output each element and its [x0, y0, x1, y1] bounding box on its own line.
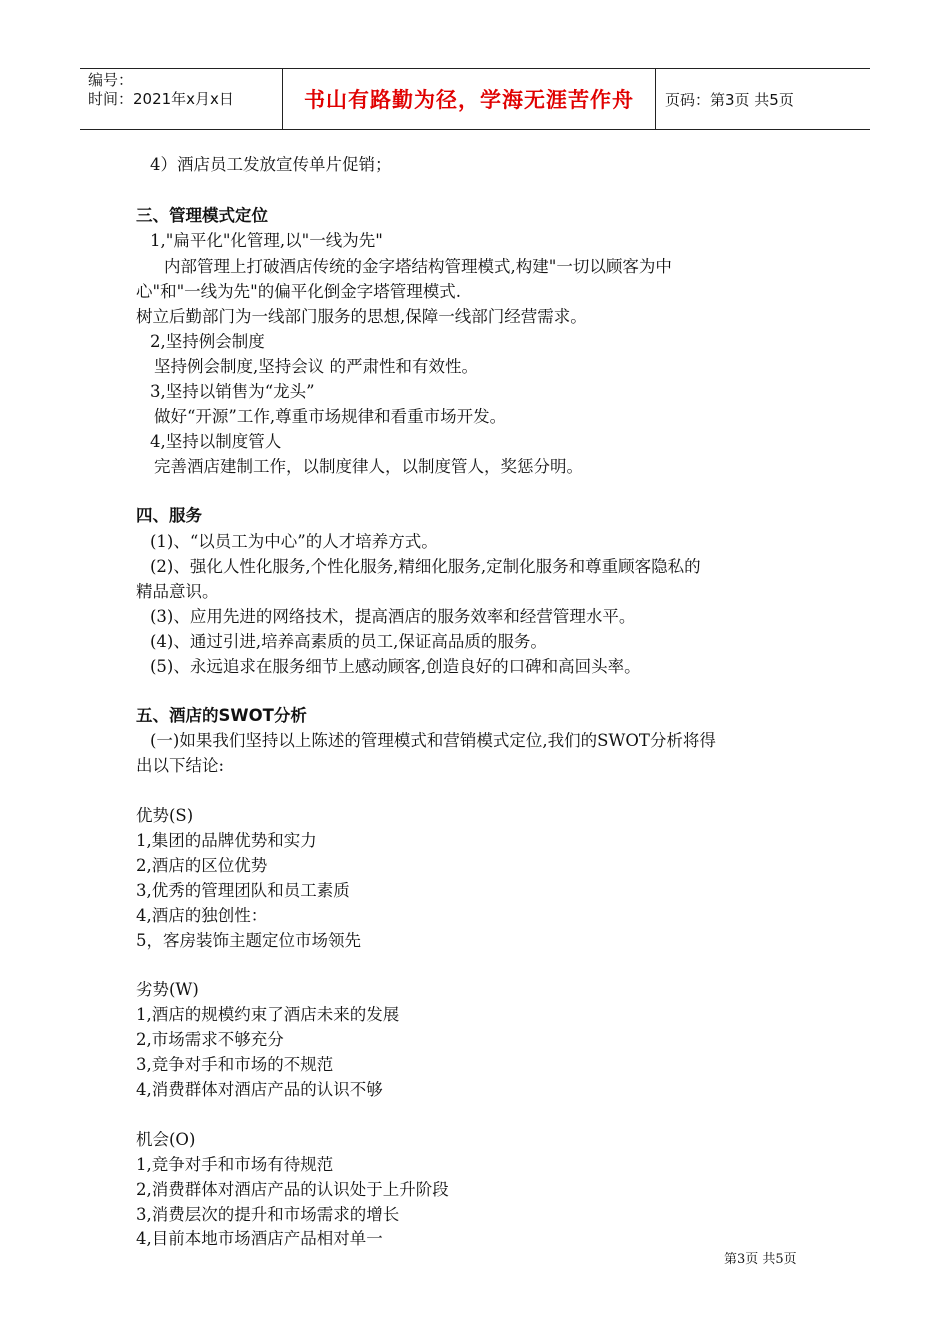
- doc-number-label: 编号：: [88, 71, 134, 89]
- text-line: 内部管理上打破酒店传统的金字塔结构管理模式,构建"一切以顾客为中: [164, 257, 672, 276]
- swot-heading: 优势(S): [136, 806, 194, 825]
- text-line: 完善酒店建制工作，以制度律人，以制度管人，奖惩分明。: [154, 457, 583, 476]
- text-line: 4）酒店员工发放宣传单片促销；: [150, 155, 392, 174]
- section-heading: 五、酒店的SWOT分析: [136, 706, 307, 725]
- text-line: (4)、通过引进,培养高素质的员工,保证高品质的服务。: [150, 632, 547, 651]
- list-item: 1,酒店的规模约束了酒店未来的发展: [136, 1005, 400, 1024]
- text-line: 精品意识。: [136, 582, 219, 601]
- text-line: (一)如果我们坚持以上陈述的管理模式和营销模式定位,我们的SWOT分析将得: [150, 731, 716, 750]
- list-item: 1,集团的品牌优势和实力: [136, 831, 317, 850]
- text-line: 2,坚持例会制度: [150, 332, 265, 351]
- swot-heading: 劣势(W): [136, 980, 199, 999]
- text-line: (3)、应用先进的网络技术，提高酒店的服务效率和经营管理水平。: [150, 607, 636, 626]
- header-meta: [88, 71, 283, 109]
- list-item: 5，客房装饰主题定位市场领先: [136, 931, 361, 950]
- page-footer: 第3页 共5页: [724, 1252, 797, 1267]
- header-page-label: 页码：第3页 共5页: [665, 90, 794, 109]
- list-item: 3,消费层次的提升和市场需求的增长: [136, 1205, 400, 1224]
- list-item: 2,消费群体对酒店产品的认识处于上升阶段: [136, 1180, 449, 1199]
- list-item: 4,酒店的独创性：: [136, 906, 268, 925]
- text-line: 心"和"一线为先"的偏平化倒金字塔管理模式.: [136, 282, 462, 301]
- doc-time-label: 时间：2021年x月x日: [88, 90, 234, 108]
- text-line: 做好“开源”工作,尊重市场规律和看重市场开发。: [154, 407, 507, 426]
- text-line: 树立后勤部门为一线部门服务的思想,保障一线部门经营需求。: [136, 307, 587, 326]
- header-motto: 书山有路勤为径，学海无涯苦作舟: [304, 88, 634, 112]
- text-line: 出以下结论:: [136, 756, 225, 775]
- list-item: 4,消费群体对酒店产品的认识不够: [136, 1080, 383, 1099]
- list-item: 3,竞争对手和市场的不规范: [136, 1055, 334, 1074]
- section-heading: 三、管理模式定位: [136, 206, 268, 225]
- page-header: [80, 68, 870, 130]
- header-divider: [655, 69, 656, 129]
- list-item: 2,市场需求不够充分: [136, 1030, 284, 1049]
- text-line: (2)、强化人性化服务,个性化服务,精细化服务,定制化服务和尊重顾客隐私的: [150, 557, 701, 576]
- text-line: 3,坚持以销售为“龙头”: [150, 382, 315, 401]
- text-line: 4,坚持以制度管人: [150, 432, 282, 451]
- swot-heading: 机会(O): [136, 1130, 196, 1149]
- text-line: 1,"扁平化"化管理,以"一线为先": [150, 231, 383, 250]
- text-line: 坚持例会制度,坚持会议 的严肃性和有效性。: [154, 357, 478, 376]
- text-line: (1)、“以员工为中心”的人才培养方式。: [150, 532, 438, 551]
- list-item: 3,优秀的管理团队和员工素质: [136, 881, 350, 900]
- list-item: 2,酒店的区位优势: [136, 856, 268, 875]
- section-heading: 四、服务: [136, 506, 202, 525]
- text-line: (5)、永远追求在服务细节上感动顾客,创造良好的口碑和高回头率。: [150, 657, 641, 676]
- list-item: 1,竞争对手和市场有待规范: [136, 1155, 334, 1174]
- list-item: 4,目前本地市场酒店产品相对单一: [136, 1229, 383, 1248]
